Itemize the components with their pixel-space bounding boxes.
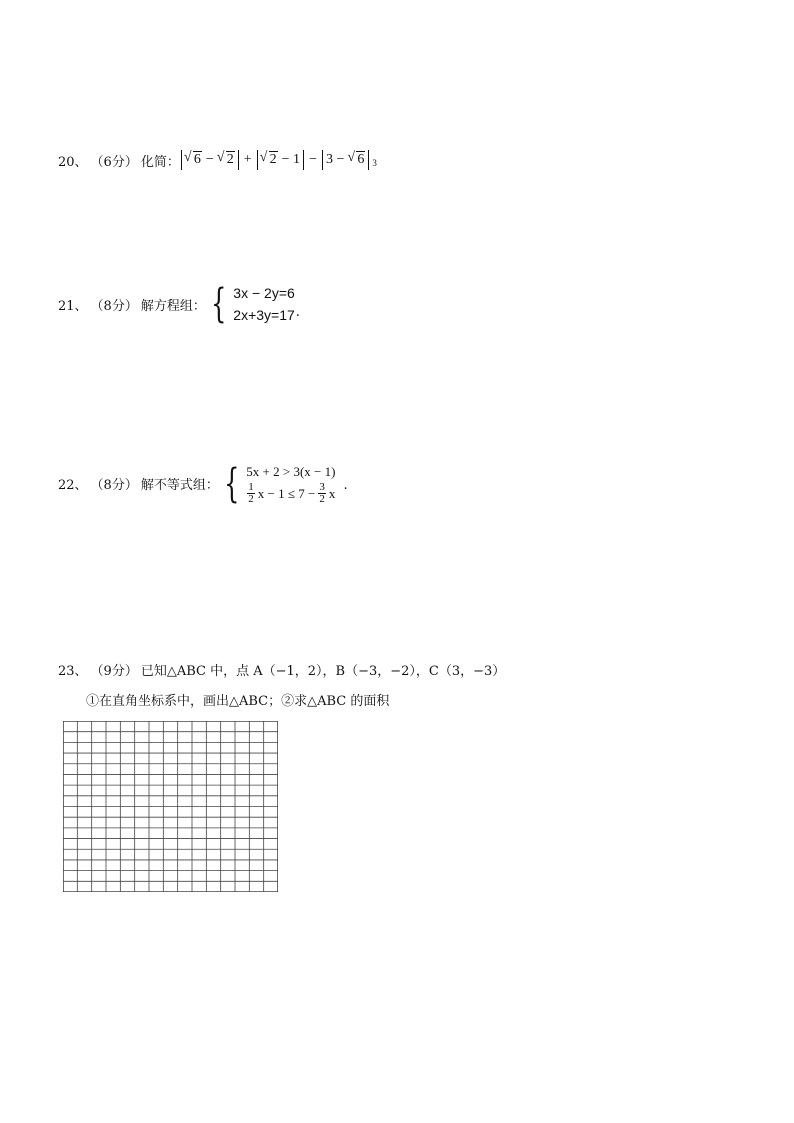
left-brace-icon: { <box>223 460 240 507</box>
radical: √ 6 <box>349 152 365 168</box>
left-brace-icon: { <box>210 281 227 327</box>
radical: √ 2 <box>219 152 235 168</box>
inequality-2: $\frac{1}{2}$ x − 1 ≤ 7 − $\frac{3}{2}$ x <box>248 481 336 505</box>
question-number: 20、 <box>58 154 88 170</box>
simplify-expression <box>180 150 377 170</box>
question-score: （8分） <box>90 478 138 493</box>
plus-sign: + <box>243 152 252 167</box>
coordinate-grid <box>63 721 278 892</box>
minus-sign: − <box>309 152 317 167</box>
question-prompt: 化简： <box>140 154 180 170</box>
trailing-mark: 3 <box>372 158 377 168</box>
question-number: 21、 <box>58 298 88 314</box>
question-prompt: 已知△ABC 中，点 A（−1，2），B（−3，−2），C（3，−3） <box>140 664 506 679</box>
period: . <box>295 305 300 320</box>
question-20 <box>58 150 377 170</box>
radical: √ 6 <box>186 152 202 168</box>
fraction: $\frac{1}{2}$ <box>248 481 254 505</box>
question-prompt: 解方程组： <box>140 298 206 314</box>
period: . <box>343 478 348 493</box>
equation-system <box>233 282 295 326</box>
equation-1: 3x − 2y=6 <box>233 285 295 301</box>
question-score: （9分） <box>90 664 138 679</box>
question-21 <box>58 282 300 326</box>
fraction: $\frac{3}{2}$ <box>319 481 325 505</box>
radical: √ 2 <box>262 152 278 168</box>
question-23 <box>58 660 505 679</box>
question-number: 23、 <box>58 664 88 679</box>
question-score: （8分） <box>90 298 138 314</box>
equation-2: 2x+3y=17 <box>233 307 295 323</box>
inequality-1: 5x + 2 > 3(x − 1) <box>246 464 336 479</box>
inequality-system <box>246 462 335 505</box>
question-22 <box>58 462 348 505</box>
question-number: 22、 <box>58 478 88 493</box>
absolute-value-2: √ 2 − 1 <box>257 150 304 170</box>
absolute-value-3: 3 − √ 6 <box>322 150 369 170</box>
question-23-subtasks: ①在直角坐标系中，画出△ABC；②求△ABC 的面积 <box>86 694 390 709</box>
question-prompt: 解不等式组： <box>140 478 219 493</box>
absolute-value-1: √ 6 − √ 2 <box>181 150 239 170</box>
question-score: （6分） <box>90 154 138 170</box>
